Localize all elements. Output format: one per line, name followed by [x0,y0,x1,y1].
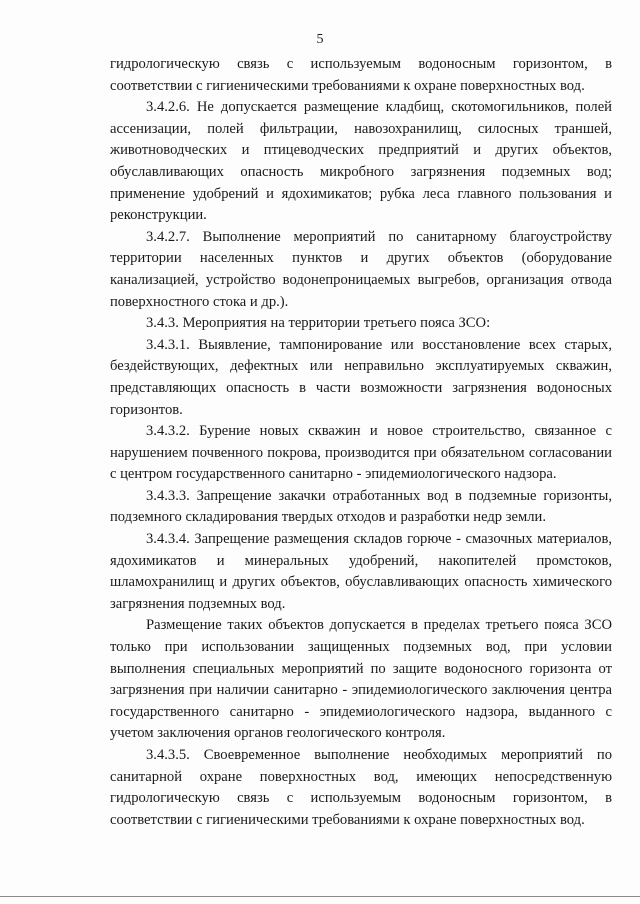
paragraph-3-4-3: 3.4.3. Мероприятия на территории третьего пояса ЗСО: [146,315,491,332]
paragraph-placement-conditions: Размещение таких объектов допускается в пределах третьего пояса ЗСО только при использовании защищенных подземных вод, при условии выполнения специальных мероприятий по защите водоносного горизонта от загрязнения при наличии санитарно - эпидемиологического заключения центра государственного санитарно - эпидемиологического надзора, выданного с учетом заключения органов геологического контроля. [110,617,612,742]
paragraph-3-4-3-3: 3.4.3.3. Запрещение закачки отработанных вод в подземные горизонты, подземного складирования твердых отходов и разработки недр земли. [110,487,612,526]
paragraph-3-4-2-7: 3.4.2.7. Выполнение мероприятий по санитарному благоустройству территории населенных пунктов и других объектов (оборудование канализацией, устройство водонепроницаемых выгребов, организация отвода поверхностного стока и др.). [110,228,612,310]
paragraph-3-4-3-4: 3.4.3.4. Запрещение размещения складов горюче - смазочных материалов, ядохимикатов и минеральных удобрений, накопителей промстоков, шламохранилищ и других объектов, обуславливающих опасность химического загрязнения подземных вод. [110,531,612,612]
paragraph-3-4-3-1: 3.4.3.1. Выявление, тампонирование или восстановление всех старых, бездействующих, дефектных или неправильно эксплуатируемых скважин, представляющих опасность в части возможности загрязнения водоносных горизонтов. [110,336,612,418]
paragraph-3-4-2-6: 3.4.2.6. Не допускается размещение кладбищ, скотомогильников, полей ассенизации, полей фильтрации, навозохранилищ, силосных траншей, животноводческих и птицеводческих предприятий и других объектов, обуславливающих опасность микробного загрязнения подземных вод; применение удобрений и ядохимикатов; рубка леса главного пользования и реконструкции. [110,99,612,224]
paragraph-continuation: гидрологическую связь с используемым водоносным горизонтом, в соответствии с гигиеническими требованиями к охране поверхностных вод. [110,56,612,94]
document-body [110,54,612,831]
paragraph-3-4-3-2: 3.4.3.2. Бурение новых скважин и новое строительство, связанное с нарушением почвенного покрова, производится при обязательном согласовании с центром государственного санитарно - эпидемиологического надзора. [110,423,612,483]
page-bottom-rule [0,896,640,897]
paragraph-3-4-3-5: 3.4.3.5. Своевременное выполнение необходимых мероприятий по санитарной охране поверхностных вод, имеющих непосредственную гидрологическую связь с используемым водоносным горизонтом, в соответствии с гигиеническими требованиями к охране поверхностных вод. [110,747,612,828]
page-number: 5 [316,32,324,47]
